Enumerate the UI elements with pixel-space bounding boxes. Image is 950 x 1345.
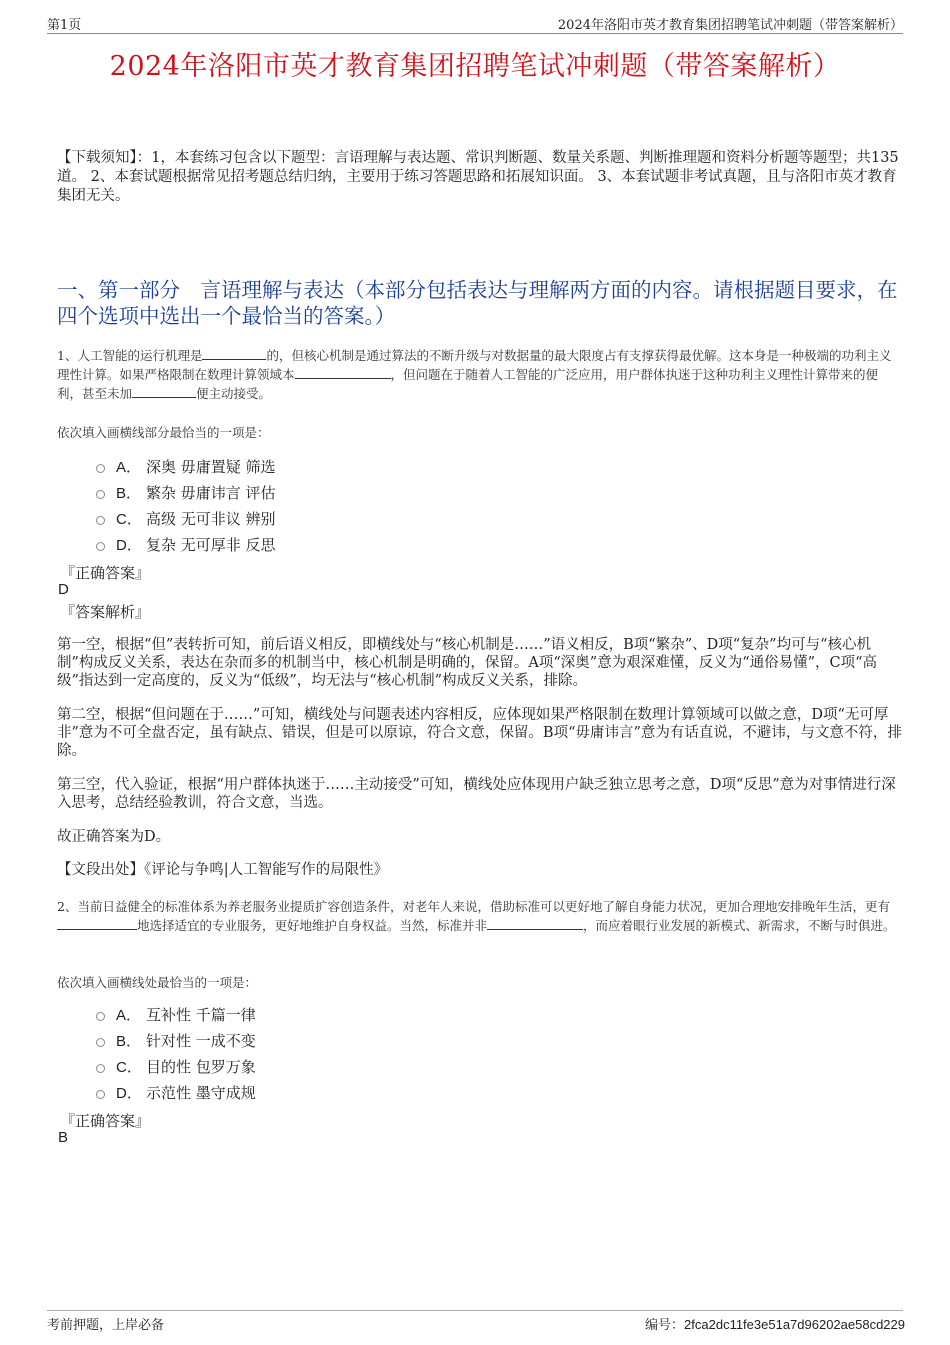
- analysis-paragraph: 第二空，根据“但问题在于……”可知，横线处与问题表述内容相反，应体现如果严格限制在数理计算领域可以做之意，D项“无可厚非”意为不可全盘否定，虽有缺点、错误，但是可以原谅，符合文意，保留。B项“毋庸讳言”意为有话直说，不避讳，与文意不符，排除。: [57, 707, 902, 759]
- radio-icon[interactable]: [96, 516, 105, 525]
- q1-answer: D: [58, 581, 69, 598]
- q2-text-part-b: 地选择适宜的专业服务，更好地维护自身权益。当然，标准并非: [137, 918, 488, 933]
- q1-answer-label: 『正确答案』: [60, 564, 151, 582]
- section-heading: 一、第一部分 言语理解与表达（本部分包括表达与理解两方面的内容。请根据题目要求，在四个选项中选出一个最恰当的答案。）: [57, 278, 898, 328]
- page-number: 第1页: [47, 18, 82, 33]
- q2-answer: B: [58, 1129, 69, 1146]
- radio-icon[interactable]: [96, 1090, 105, 1099]
- q2-text-part-a: 2、当前日益健全的标准体系为养老服务业提质扩容创造条件，对老年人来说，借助标准可以更好地了解自身能力状况，更加合理地安排晚年生活，更有: [57, 899, 890, 914]
- running-header-title: 2024年洛阳市英才教育集团招聘笔试冲刺题（带答案解析）: [557, 18, 903, 33]
- radio-icon[interactable]: [96, 1038, 105, 1047]
- footer-divider: [47, 1310, 903, 1311]
- footer-code-value: 2fca2dc11fe3e51a7d96202ae58cd229: [684, 1317, 905, 1332]
- q1-text-part-d: 便主动接受。: [196, 386, 272, 401]
- q1-instruction: 依次填入画横线部分最恰当的一项是：: [57, 425, 270, 440]
- radio-icon[interactable]: [96, 1012, 105, 1021]
- q2-options: [96, 1001, 256, 1105]
- footer-code-label: 编号：: [645, 1318, 685, 1333]
- document-title: 2024年洛阳市英才教育集团招聘笔试冲刺题（带答案解析）: [109, 51, 841, 82]
- radio-icon[interactable]: [96, 490, 105, 499]
- analysis-paragraph: 第三空，代入验证，根据“用户群体执迷于……主动接受”可知，横线处应体现用户缺乏独立思考之意，D项“反思”意为对事情进行深入思考，总结经验教训，符合文意，当选。: [57, 777, 896, 811]
- analysis-paragraph: 第一空，根据“但”表转折可知，前后语义相反，即横线处与“核心机制是……”语义相反，B项“繁杂”、D项“复杂”均可与“核心机制”构成反义关系，表达在杂而多的机制当中，核心机制是明确的，保留。A项“深奥”意为艰深难懂，反义为“通俗易懂”，C项“高级”指达到一定高度的，反义为“低级”，均无法与“核心机制”构成反义关系，排除。: [57, 637, 878, 689]
- q2-blank-2: [487, 917, 583, 930]
- q1-blank-2: [295, 366, 391, 379]
- radio-icon[interactable]: [96, 464, 105, 473]
- q2-text-part-c: ，而应着眼行业发展的新模式、新需求，不断与时俱进。: [583, 918, 896, 933]
- analysis-conclusion: 故正确答案为D。: [57, 829, 171, 845]
- q2-option-c[interactable]: C． 目的性 包罗万象: [96, 1053, 256, 1079]
- q1-option-c[interactable]: C． 高级 无可非议 辨别: [96, 505, 276, 531]
- q2-option-a[interactable]: A． 互补性 千篇一律: [96, 1001, 256, 1027]
- q1-source: 【文段出处】《评论与争鸣|人工智能写作的局限性》: [57, 862, 389, 878]
- q1-text-part-c: ，但问题在于随着人工智能的广泛应用，用户群体执迷于这种功利主义理性计算带来的便利，甚至未加: [57, 367, 879, 401]
- question-1-text: [57, 346, 903, 403]
- radio-icon[interactable]: [96, 542, 105, 551]
- q1-option-b[interactable]: B． 繁杂 毋庸讳言 评估: [96, 479, 276, 505]
- footer-slogan: 考前押题，上岸必备: [47, 1318, 165, 1333]
- q1-text-part-b: 的，但核心机制是通过算法的不断升级与对数据量的最大限度占有支撑获得最优解。这本身是一种极端的功利主义理性计算。如果严格限制在数理计算领域本: [57, 348, 892, 382]
- q2-option-b[interactable]: B． 针对性 一成不变: [96, 1027, 256, 1053]
- q2-blank-1: [57, 917, 137, 930]
- q2-instruction: 依次填入画横线处最恰当的一项是：: [57, 975, 258, 990]
- q2-answer-label: 『正确答案』: [60, 1112, 151, 1130]
- q1-blank-1: [202, 347, 266, 360]
- q1-analysis: [57, 636, 903, 862]
- footer-doc-code: [645, 1314, 905, 1333]
- q1-options: [96, 453, 276, 557]
- question-2-text: [57, 897, 903, 935]
- q1-option-d[interactable]: D． 复杂 无可厚非 反思: [96, 531, 276, 557]
- download-notice: 【下载须知】：1，本套练习包含以下题型：言语理解与表达题、常识判断题、数量关系题、判断推理题和资料分析题等题型；共135道。 2、本套试题根据常见招考题总结归纳，主要用于练习答题思路和拓展知识面。 3、本套试题非考试真题，且与洛阳市英才教育集团无关。: [57, 150, 899, 204]
- q1-analysis-label: 『答案解析』: [60, 603, 151, 621]
- header-divider: [47, 33, 903, 34]
- q1-option-a[interactable]: A． 深奥 毋庸置疑 筛选: [96, 453, 276, 479]
- radio-icon[interactable]: [96, 1064, 105, 1073]
- q1-blank-3: [132, 385, 196, 398]
- q2-option-d[interactable]: D． 示范性 墨守成规: [96, 1079, 256, 1105]
- q1-text-part-a: 1、人工智能的运行机理是: [57, 348, 203, 363]
